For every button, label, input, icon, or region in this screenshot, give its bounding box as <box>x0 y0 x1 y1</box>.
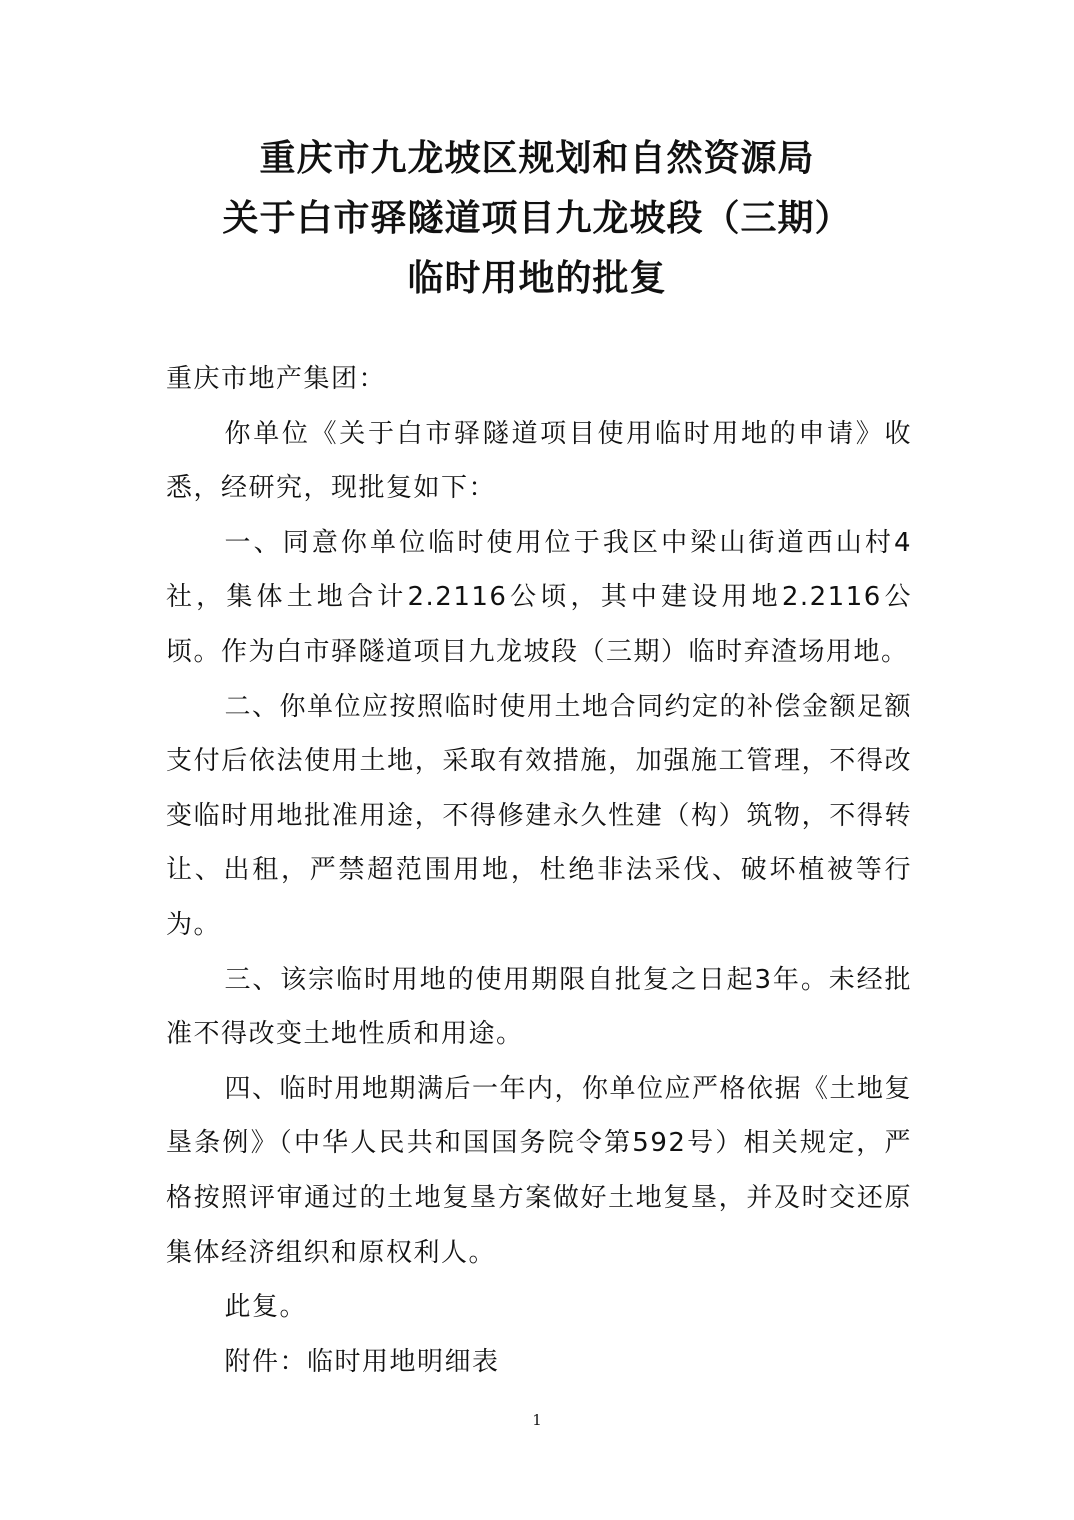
paragraph-item-3: 三、该宗临时用地的使用期限自批复之日起3年。未经批准不得改变土地性质和用途。 <box>166 964 912 1050</box>
title-line-1: 重庆市九龙坡区规划和自然资源局 <box>259 137 815 179</box>
paragraph-item-2: 二、你单位应按照临时使用土地合同约定的补偿金额足额支付后依法使用土地，采取有效措施，加强施工管理，不得改变临时用地批准用途，不得修建永久性建（构）筑物，不得转让、出租，严禁超范围用地，杜绝非法采伐、破坏植被等行为。 <box>166 691 913 940</box>
document-body <box>166 352 912 1389</box>
document-title <box>0 128 1074 308</box>
page-number: 1 <box>532 1411 542 1429</box>
paragraph-item-4: 四、临时用地期满后一年内，你单位应严格依据《土地复垦条例》（中华人民共和国国务院令第592号）相关规定，严格按照评审通过的土地复垦方案做好土地复垦，并及时交还原集体经济组织和原权利人。 <box>166 1073 913 1268</box>
attachment-line: 附件：临时用地明细表 <box>224 1346 500 1377</box>
closing-text: 此复。 <box>224 1292 308 1323</box>
paragraph-intro: 你单位《关于白市驿隧道项目使用临时用地的申请》收悉，经研究，现批复如下： <box>166 418 912 504</box>
paragraph-item-1: 一、同意你单位临时使用位于我区中梁山街道西山村4社，集体土地合计2.2116公顷，其中建设用地2.2116公顷。作为白市驿隧道项目九龙坡段（三期）临时弃渣场用地。 <box>166 527 912 667</box>
title-line-3: 临时用地的批复 <box>407 257 667 299</box>
title-line-2: 关于白市驿隧道项目九龙坡段（三期） <box>222 197 852 239</box>
addressee: 重庆市地产集团： <box>166 364 387 394</box>
